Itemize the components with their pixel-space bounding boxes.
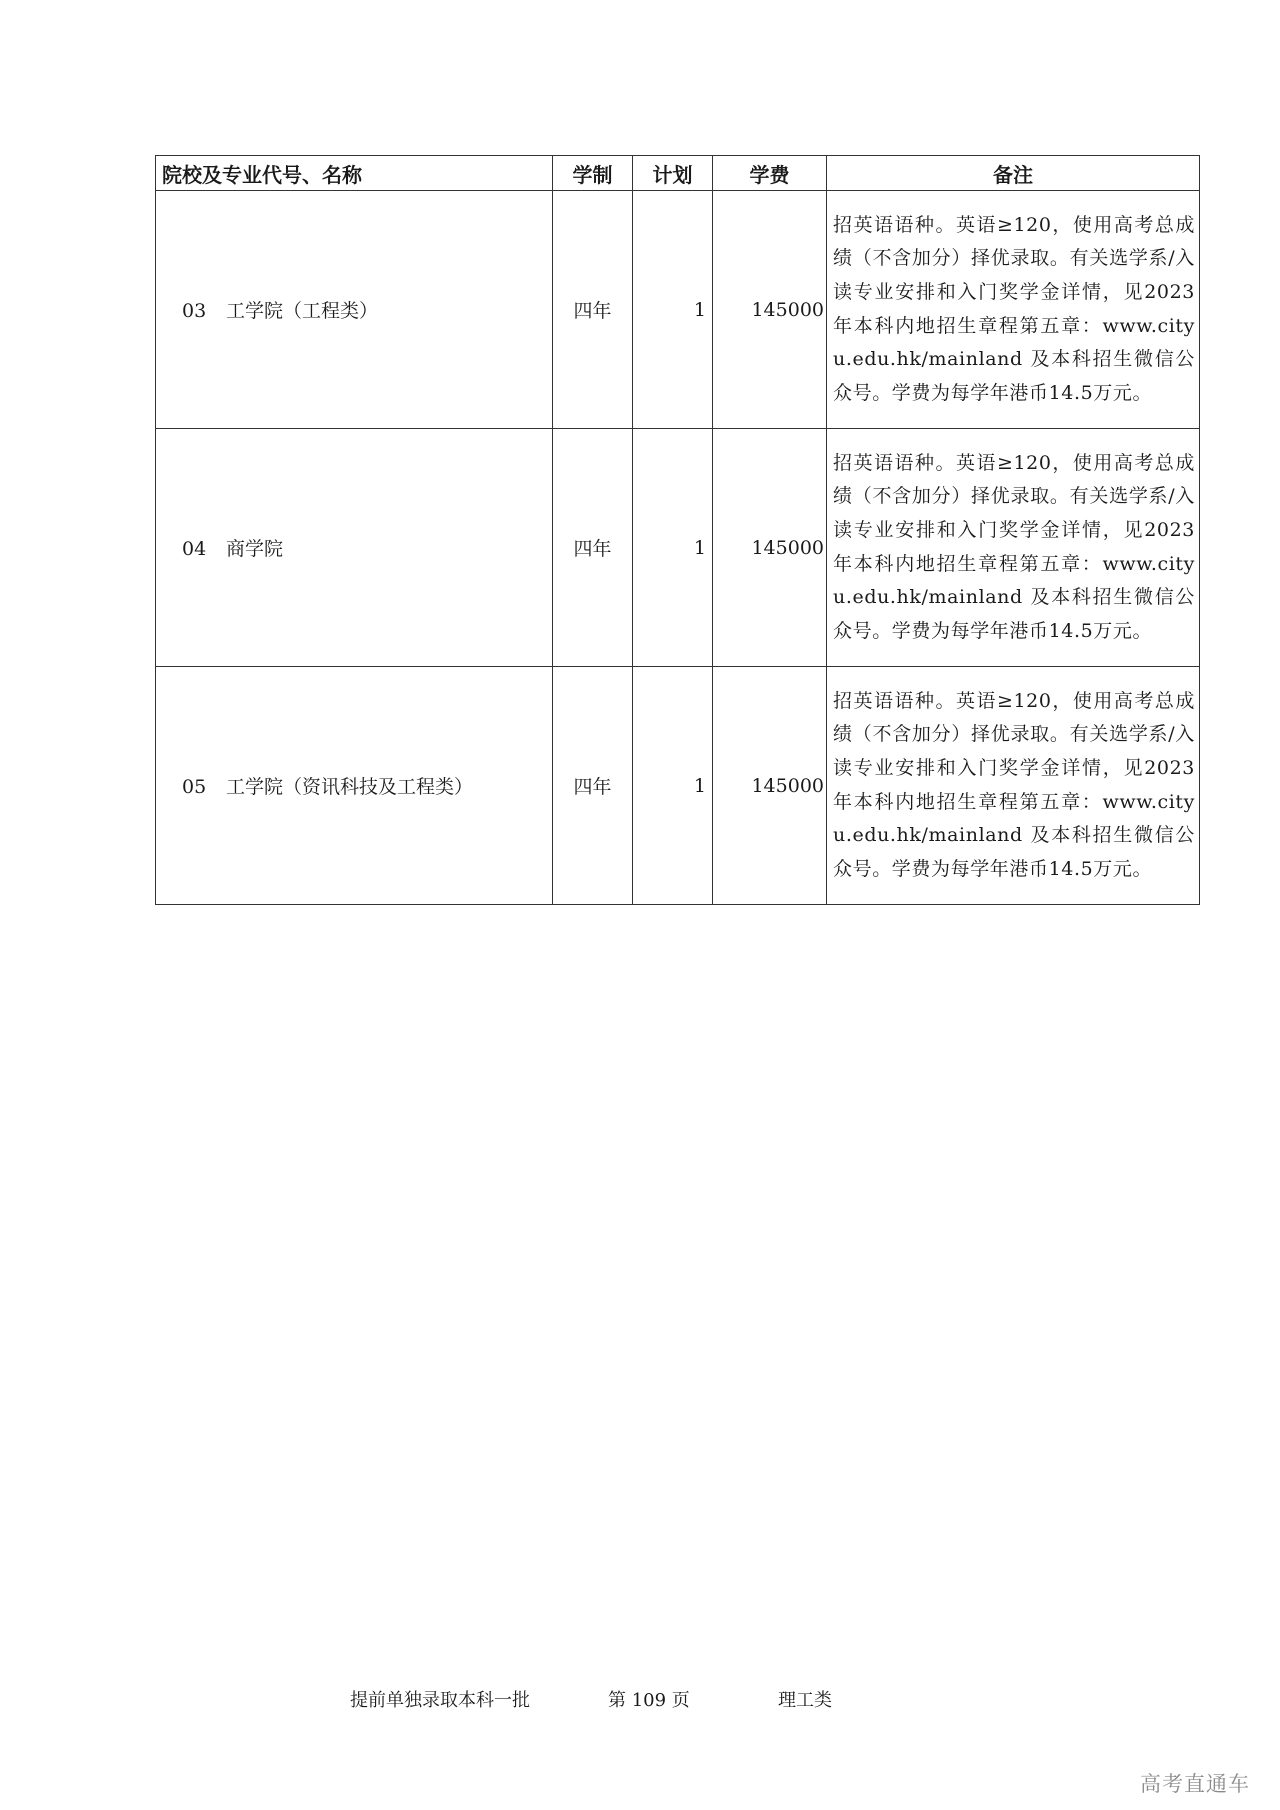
table-row — [156, 191, 1200, 429]
major-name: 工学院（工程类） — [226, 300, 379, 322]
page-footer — [0, 1686, 1280, 1710]
plan-cell: 1 — [633, 191, 713, 429]
duration-cell: 四年 — [553, 667, 633, 905]
major-cell — [156, 191, 553, 429]
note-cell: 招英语语种。英语≥120，使用高考总成绩（不含加分）择优录取。有关选学系/入读专业安排和入门奖学金详情，见2023年本科内地招生章程第五章：www.cityu.edu.hk/mainland 及本科招生微信公众号。学费为每学年港币14.5万元。 — [827, 667, 1200, 905]
fee-cell: 145000 — [713, 429, 827, 667]
watermark: 高考直通车 — [1140, 1772, 1250, 1796]
header-fee: 学费 — [713, 156, 827, 191]
major-name: 工学院（资讯科技及工程类） — [226, 776, 474, 798]
table-row — [156, 667, 1200, 905]
table-row — [156, 429, 1200, 667]
admissions-table — [155, 155, 1200, 905]
fee-cell: 145000 — [713, 667, 827, 905]
major-code: 03 — [182, 300, 207, 322]
header-name: 院校及专业代号、名称 — [156, 156, 553, 191]
note-cell: 招英语语种。英语≥120，使用高考总成绩（不含加分）择优录取。有关选学系/入读专业安排和入门奖学金详情，见2023年本科内地招生章程第五章：www.cityu.edu.hk/mainland 及本科招生微信公众号。学费为每学年港币14.5万元。 — [827, 429, 1200, 667]
plan-cell: 1 — [633, 429, 713, 667]
footer-page-number: 第 109 页 — [608, 1690, 690, 1711]
major-cell — [156, 429, 553, 667]
header-plan: 计划 — [633, 156, 713, 191]
duration-cell: 四年 — [553, 429, 633, 667]
header-duration: 学制 — [553, 156, 633, 191]
note-cell: 招英语语种。英语≥120，使用高考总成绩（不含加分）择优录取。有关选学系/入读专业安排和入门奖学金详情，见2023年本科内地招生章程第五章：www.cityu.edu.hk/mainland 及本科招生微信公众号。学费为每学年港币14.5万元。 — [827, 191, 1200, 429]
plan-cell: 1 — [633, 667, 713, 905]
footer-section: 提前单独录取本科一批 — [350, 1690, 530, 1711]
fee-cell: 145000 — [713, 191, 827, 429]
major-cell — [156, 667, 553, 905]
header-note: 备注 — [827, 156, 1200, 191]
footer-category: 理工类 — [778, 1690, 832, 1711]
major-code: 04 — [182, 538, 207, 560]
major-name: 商学院 — [226, 538, 284, 560]
table-header-row — [156, 156, 1200, 191]
duration-cell: 四年 — [553, 191, 633, 429]
major-code: 05 — [182, 776, 207, 798]
